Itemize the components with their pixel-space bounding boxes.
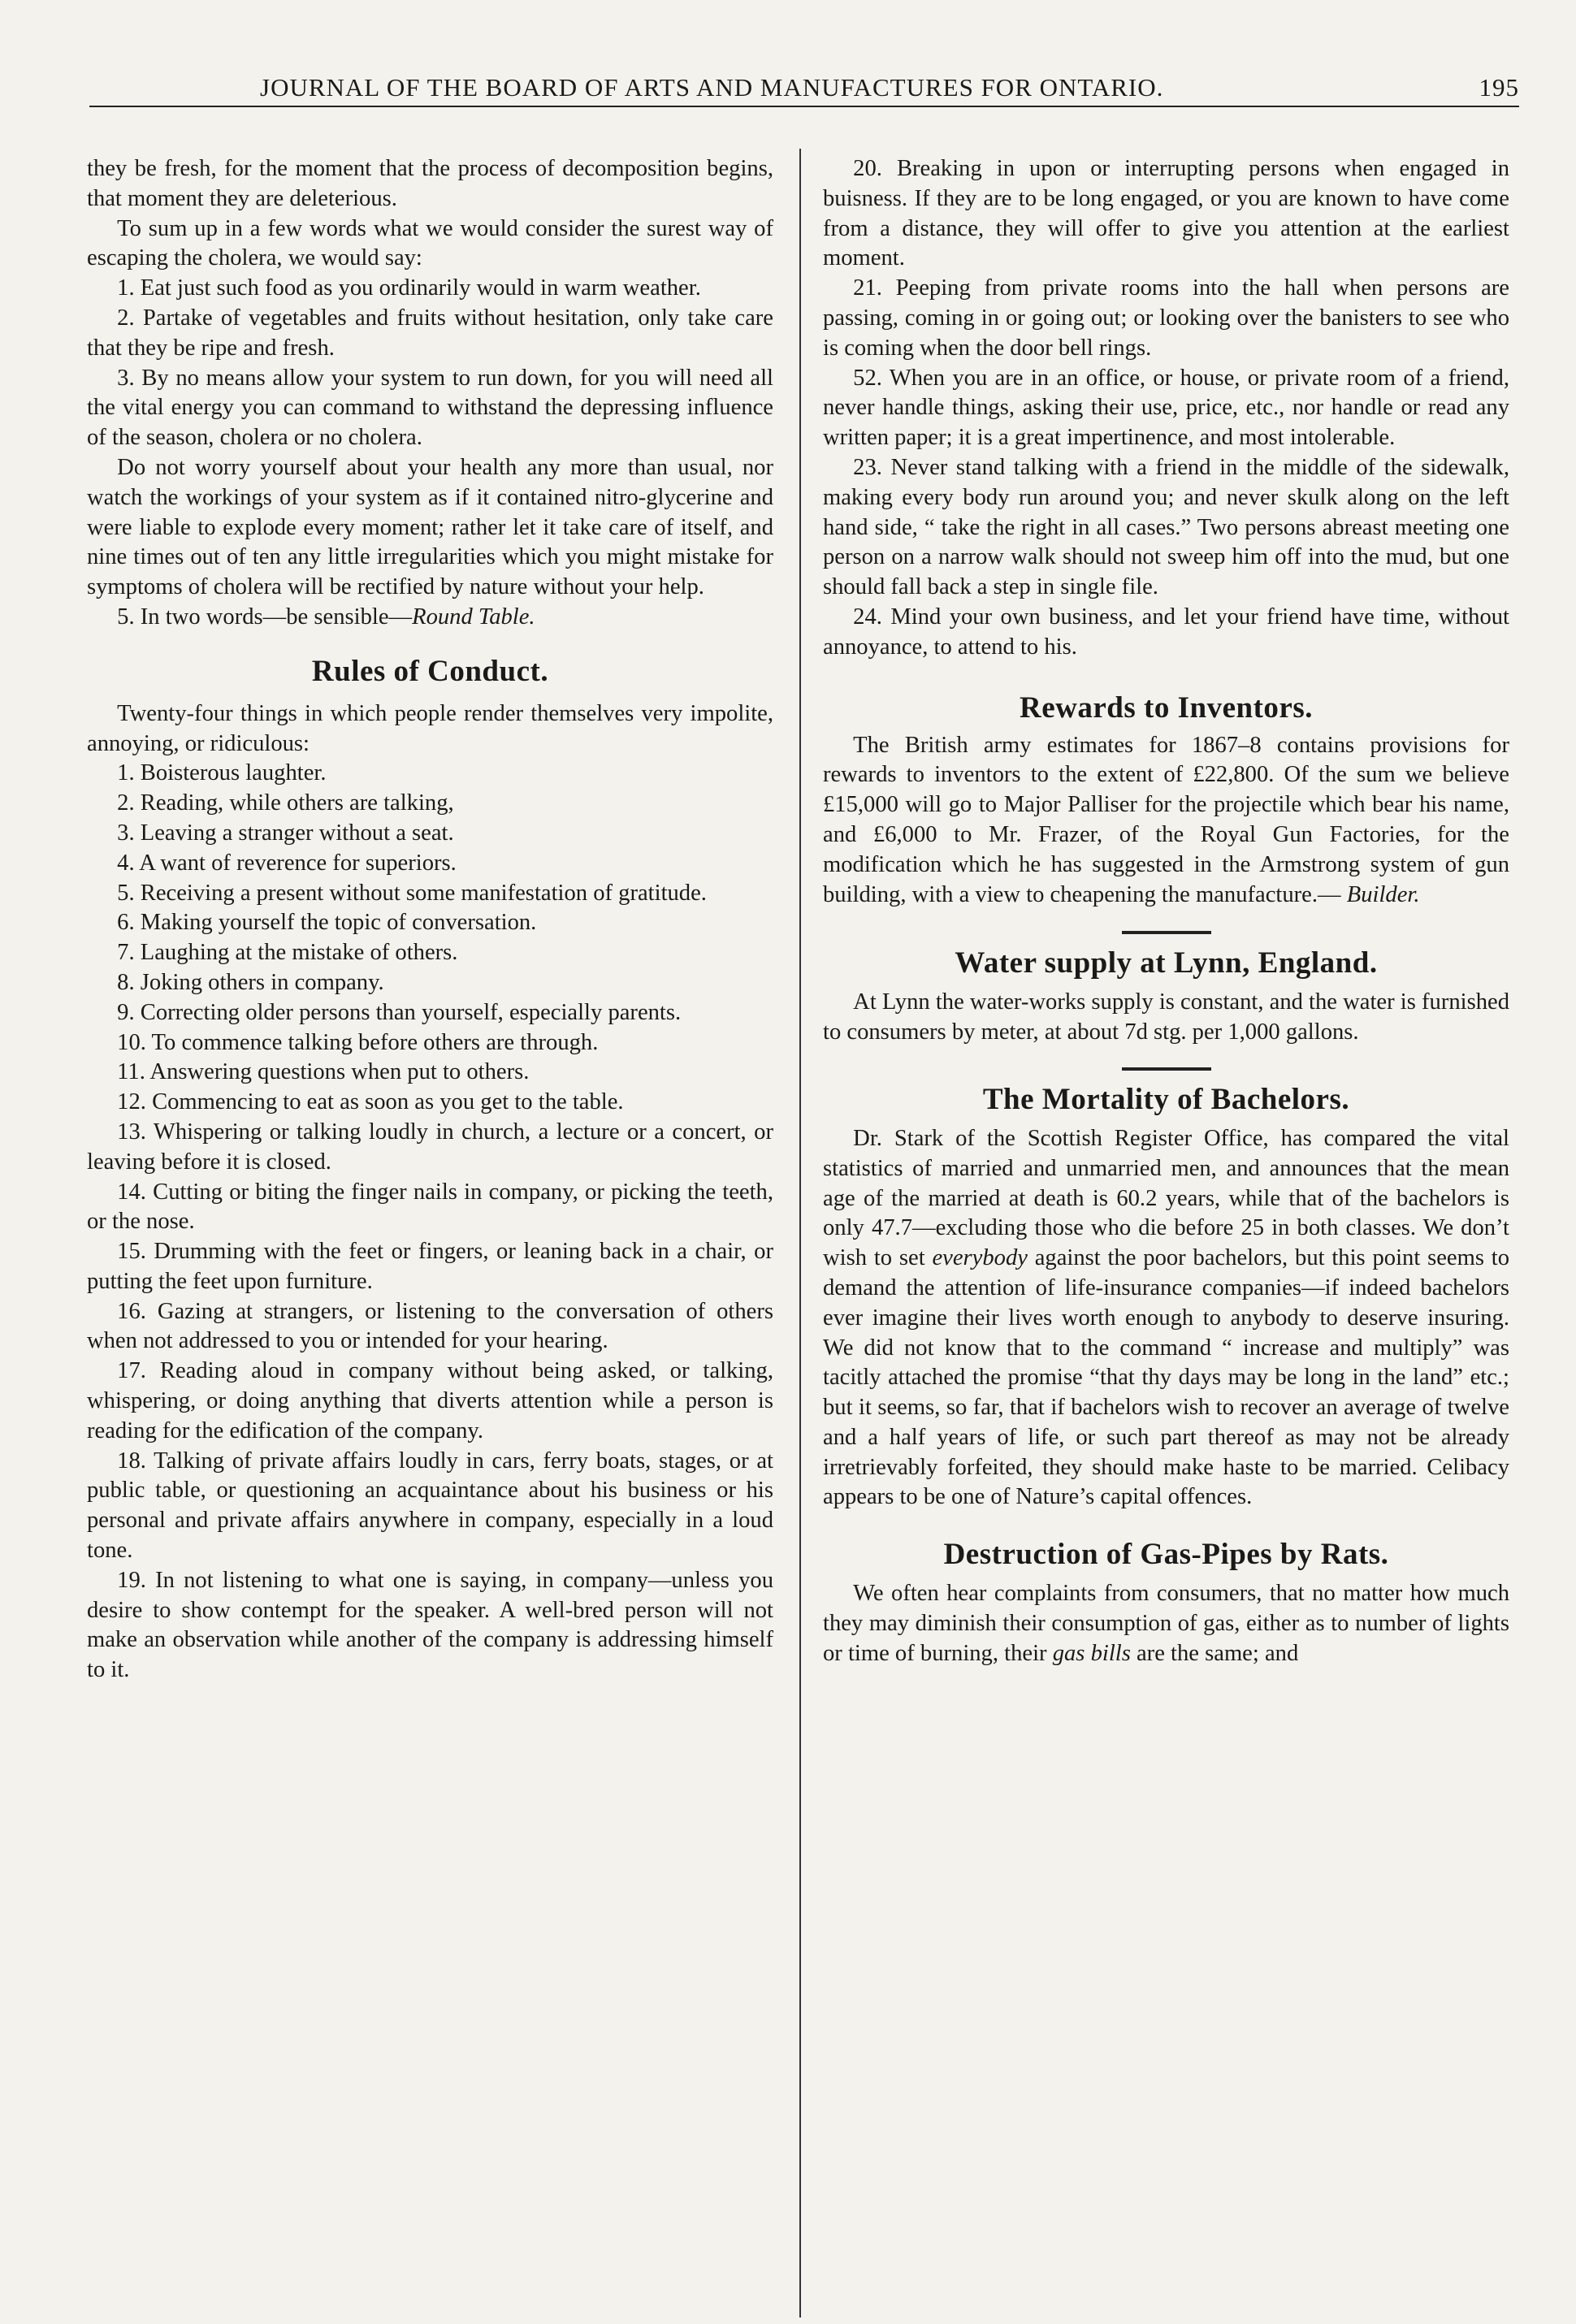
heading-gas-pipes-rats: Destruction of Gas-Pipes by Rats. <box>943 1538 1389 1572</box>
source-credit: Round Table. <box>412 604 535 630</box>
cholera-item-3: 3. By no means allow your system to run down, for you will need all the vital energy you can command to withstand the depressing influence of the season, cholera or no cholera. <box>87 365 773 451</box>
heading-mortality-of-bachelors: The Mortality of Bachelors. <box>982 1082 1350 1116</box>
rule-item: 12. Commencing to eat as soon as you get to the table. <box>117 1089 624 1115</box>
rule-item: 1. Boisterous laughter. <box>117 760 327 786</box>
rule-item: 7. Laughing at the mistake of others. <box>117 940 458 966</box>
rule-item: 10. To commence talking before others are through. <box>117 1029 599 1055</box>
heading-rules-of-conduct: Rules of Conduct. <box>311 654 549 688</box>
gas-body: We often hear complaints from consumers, that no matter how much they may diminish their consumption of gas, either as to number of lights or time of burning, their gas bills are the same; and <box>823 1581 1509 1666</box>
heading-rewards-to-inventors: Rewards to Inventors. <box>1020 690 1313 725</box>
right-column <box>823 154 1509 1669</box>
rule-item: 3. Leaving a stranger without a seat. <box>117 820 454 846</box>
rule-item: 21. Peeping from private rooms into the hall when persons are passing, coming in or going out; or looking over the banisters to see who is coming when the door bell rings. <box>823 275 1509 361</box>
rule-item: 13. Whispering or talking loudly in church, a lecture or a concert, or leaving before it is closed. <box>87 1119 773 1175</box>
heading-water-supply: Water supply at Lynn, England. <box>955 946 1378 980</box>
rewards-body: The British army estimates for 1867–8 contains provisions for rewards to inventors to the extent of £22,800. Of the sum we believe £15,000 will go to Major Palliser for the projectile which bear his name, and £6,000 to Mr. Frazer, of the Royal Gun Factories, for the modification which he has suggested in the Armstrong system of gun building, with a view to cheapening the manufacture.— Builder. <box>823 732 1509 907</box>
rule-item: 6. Making yourself the topic of conversation. <box>117 910 537 936</box>
rule-item: 15. Drumming with the feet or fingers, or leaning back in a chair, or putting the feet upon furniture. <box>87 1239 773 1294</box>
rule-item: 19. In not listening to what one is saying, in company—unless you desire to show contempt for the speaker. A well-bred person will not make an observation while another of the company is addressing himself to it. <box>87 1567 773 1683</box>
cholera-item-2: 2. Partake of vegetables and fruits without hesitation, only take care that they be ripe and fresh. <box>87 305 773 361</box>
cholera-continuation: they be fresh, for the moment that the process of decomposition begins, that moment they are deleterious. <box>87 156 773 211</box>
rule-item: 11. Answering questions when put to others. <box>117 1059 530 1085</box>
left-column <box>87 154 773 1686</box>
rule-item: 9. Correcting older persons than yourself, especially parents. <box>117 999 682 1025</box>
rule-item: 14. Cutting or biting the finger nails in company, or picking the teeth, or the nose. <box>87 1179 773 1235</box>
rule-item: 52. When you are in an office, or house, or private room of a friend, never handle things, asking their use, price, etc., nor handle or read any written paper; it is a great impertinence, and most intolerable. <box>823 365 1509 451</box>
page-number: 195 <box>1479 73 1519 102</box>
rule-item: 23. Never stand talking with a friend in the middle of the sidewalk, making every body run around you; and never skulk along on the left hand side, “ take the right in all cases.” Two persons abreast meeting one person on a narrow walk should not sweep him off into the mud, but one should fall back a step in single file. <box>823 454 1509 600</box>
rule-item: 24. Mind your own business, and let your friend have time, without annoyance, to attend to his. <box>823 604 1509 660</box>
rule-item: 4. A want of reverence for superiors. <box>117 850 457 876</box>
running-header <box>89 63 1519 107</box>
rule-item: 2. Reading, while others are talking, <box>117 790 454 816</box>
cholera-item-5: 5. In two words—be sensible—Round Table. <box>117 604 535 630</box>
cholera-summary: To sum up in a few words what we would consider the surest way of escaping the cholera, we would say: <box>87 215 773 271</box>
rule-item: 5. Receiving a present without some manifestation of gratitude. <box>117 880 707 906</box>
column-divider <box>799 149 801 2318</box>
journal-title: JOURNAL OF THE BOARD OF ARTS AND MANUFACTURES FOR ONTARIO. <box>260 73 1164 102</box>
rule-item: 8. Joking others in company. <box>117 969 384 995</box>
rule-item: 17. Reading aloud in company without being asked, or talking, whispering, or doing anything that diverts attention while a person is reading for the edification of the company. <box>87 1358 773 1443</box>
source-credit: Builder. <box>1346 881 1420 907</box>
water-body: At Lynn the water-works supply is constant, and the water is furnished to consumers by meter, at about 7d stg. per 1,000 gallons. <box>823 989 1510 1045</box>
rule-item: 18. Talking of private affairs loudly in cars, ferry boats, stages, or at public table, or questioning an acquaintance about his business or his personal and private affairs anywhere in company, especially in a loud tone. <box>87 1448 773 1564</box>
rule-item: 20. Breaking in upon or interrupting persons when engaged in buisness. If they are to be long engaged, or you are known to have come from a distance, they will offer to give you attention at the earliest moment. <box>823 156 1509 271</box>
cholera-advice: Do not worry yourself about your health any more than usual, nor watch the workings of your system as if it contained nitro-glycerine and were liable to explode every moment; rather let it take care of itself, and nine times out of ten any little irregularities which you might mistake for symptoms of cholera will be rectified by nature without your help. <box>87 454 773 600</box>
mortality-body: Dr. Stark of the Scottish Register Office, has compared the vital statistics of married and unmarried men, and announces that the mean age of the married at death is 60.2 years, while that of the bachelors is only 47.7—excluding those who die before 25 in both classes. We don’t wish to set everybody against the poor bachelors, but this point seems to demand the attention of life-insurance companies—if indeed bachelors ever imagine their lives worth enough to anybody to deserve insuring. We did not know that to the command “ increase and multiply” was tacitly attached the promise “that thy days may be long in the land” etc.; but it seems, so far, that if bachelors wish to recover an average of twelve and a half years of life, or such part thereof as may not be already irretrievably forfeited, they should make haste to be married. Celibacy appears to be one of Nature’s capital offences. <box>823 1125 1509 1510</box>
cholera-item-1: 1. Eat just such food as you ordinarily would in warm weather. <box>117 275 701 301</box>
rules-intro: Twenty-four things in which people render themselves very impolite, annoying, or ridiculous: <box>87 700 773 756</box>
rule-item: 16. Gazing at strangers, or listening to the conversation of others when not addressed to you or intended for your hearing. <box>87 1298 773 1354</box>
